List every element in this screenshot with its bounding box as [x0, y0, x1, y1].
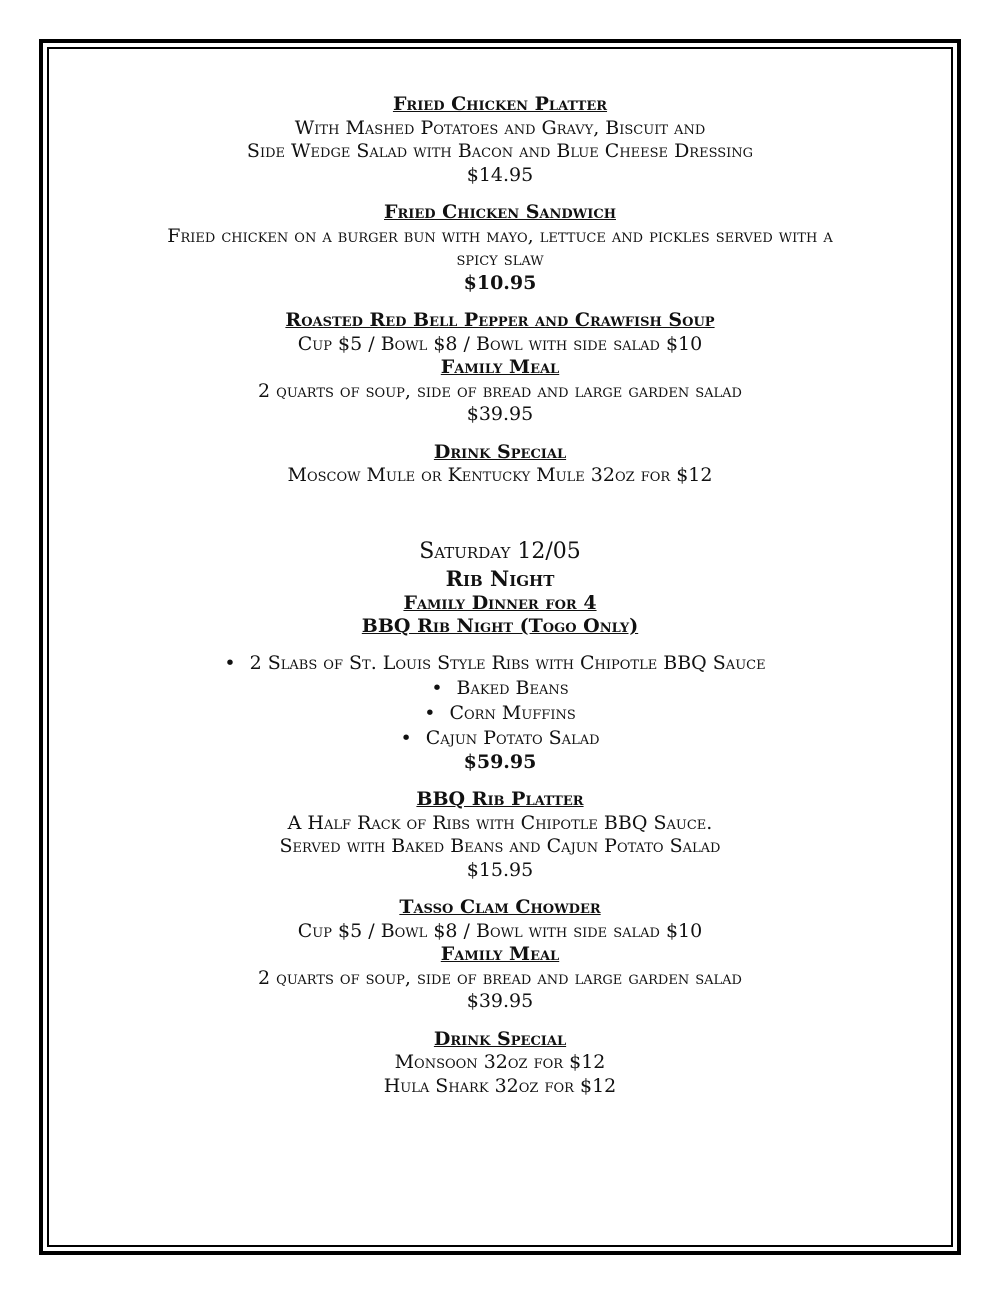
drink-special-line: Hula Shark 32oz for $12: [383, 1074, 617, 1097]
menu-item-description: spicy slaw: [456, 248, 544, 270]
list-item: • Corn Muffins: [424, 701, 576, 724]
family-meal-title: Family Meal: [440, 943, 560, 965]
soup-sizes: Cup $5 / Bowl $8 / Bowl with side salad $10: [297, 332, 703, 355]
menu-item-price: $15.95: [466, 858, 534, 881]
drink-special-title: Drink Special: [433, 1027, 567, 1050]
menu-item-price: $14.95: [466, 163, 534, 186]
list-item: • Cajun Potato Salad: [400, 726, 600, 749]
drink-special-line: Moscow Mule or Kentucky Mule 32oz for $12: [287, 464, 713, 486]
menu-item-title: Tasso Clam Chowder: [399, 896, 601, 918]
saturday-drink-special-section: [60, 1028, 940, 1099]
family-meal-price: $39.95: [466, 990, 534, 1012]
menu-item-price: $10.95: [463, 271, 537, 294]
menu-item-description: Served with Baked Beans and Cajun Potato Salad: [279, 835, 721, 857]
clam-chowder-section: [60, 896, 940, 1014]
friday-drink-special-section: [60, 441, 940, 488]
menu-item-description: With Mashed Potatoes and Gravy, Biscuit and: [294, 116, 706, 139]
menu-item-title: BBQ Rib Platter: [416, 788, 584, 810]
menu-content: [60, 93, 940, 1098]
family-dinner-title: Family Dinner for 4: [403, 591, 597, 614]
family-meal-title: Family Meal: [440, 356, 560, 378]
menu-item-description: A Half Rack of Ribs with Chipotle BBQ Sauce.: [287, 811, 713, 834]
menu-item-title: Roasted Red Bell Pepper and Crawfish Soup: [285, 309, 715, 331]
bbq-rib-platter-section: [60, 788, 940, 882]
rib-night-heading: Rib Night: [445, 565, 555, 591]
list-item: • 2 Slabs of St. Louis Style Ribs with Chipotle BBQ Sauce: [224, 651, 766, 674]
soup-sizes: Cup $5 / Bowl $8 / Bowl with side salad $10: [297, 919, 703, 942]
drink-special-title: Drink Special: [433, 440, 567, 463]
fried-chicken-platter-section: [60, 93, 940, 187]
family-meal-description: 2 quarts of soup, side of bread and large garden salad: [258, 966, 742, 989]
menu-item-title: Fried Chicken Sandwich: [384, 201, 616, 223]
menu-item-title: Fried Chicken Platter: [392, 93, 608, 115]
drink-special-line: Monsoon 32oz for $12: [394, 1051, 606, 1073]
bbq-togo-title: BBQ Rib Night (Togo Only): [361, 615, 639, 637]
fried-chicken-sandwich-section: [60, 201, 940, 295]
menu-item-description: Fried chicken on a burger bun with mayo, lettuce and pickles served with a: [167, 224, 833, 247]
day-heading: Saturday 12/05: [419, 538, 581, 564]
saturday-section: [60, 538, 940, 775]
family-meal-description: 2 quarts of soup, side of bread and large garden salad: [258, 379, 742, 402]
family-meal-price: $39.95: [466, 403, 534, 425]
family-dinner-price: $59.95: [463, 750, 537, 773]
family-dinner-items: [60, 651, 940, 751]
list-item: • Baked Beans: [431, 676, 569, 699]
menu-item-description: Side Wedge Salad with Bacon and Blue Cheese Dressing: [246, 140, 754, 162]
crawfish-soup-section: [60, 309, 940, 427]
